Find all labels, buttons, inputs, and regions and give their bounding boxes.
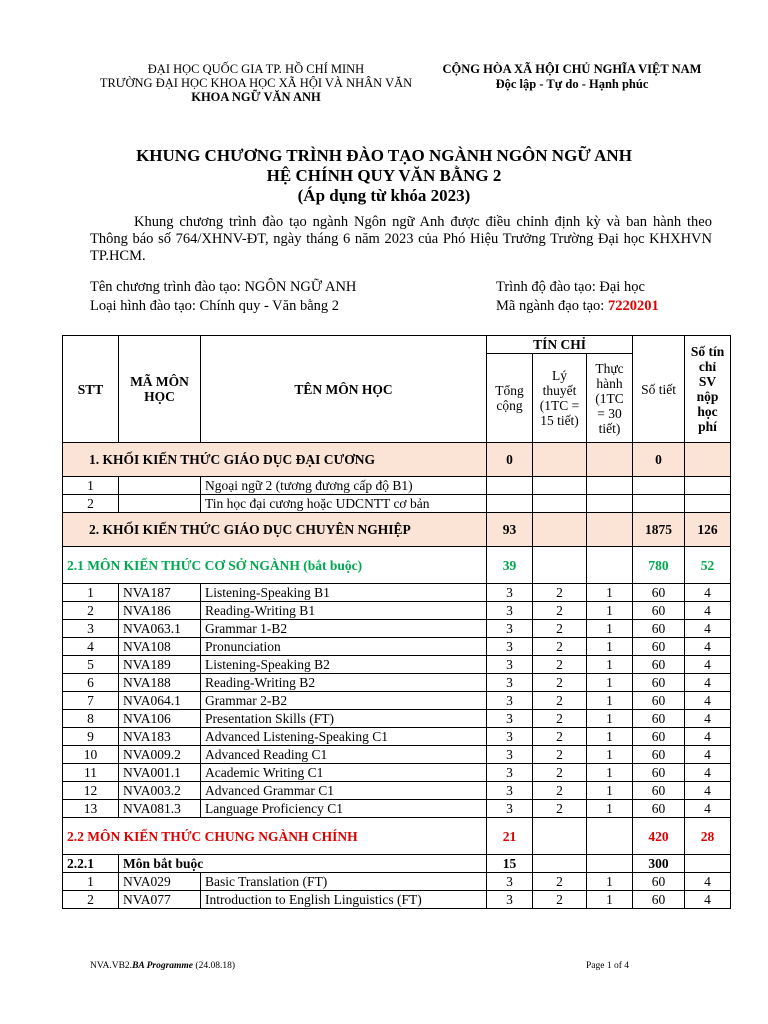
cell-fee: 4 (685, 602, 731, 620)
cell-name: Grammar 2-B2 (201, 692, 487, 710)
table-row (63, 674, 731, 692)
cell-total: 3 (487, 674, 533, 692)
page-number: Page 1 of 4 (586, 961, 630, 971)
country-name: CỘNG HÒA XÃ HỘI CHỦ NGHĨA VIỆT NAM (442, 62, 702, 76)
cell-stt: 3 (63, 620, 119, 638)
school-name: TRƯỜNG ĐẠI HỌC KHOA HỌC XÃ HỘI VÀ NHÂN VĂN (99, 76, 413, 90)
section-periods: 1875 (633, 513, 685, 547)
cell-code: NVA077 (119, 891, 201, 909)
cell-total: 3 (487, 891, 533, 909)
cell-fee: 4 (685, 800, 731, 818)
cell-practice: 1 (587, 891, 633, 909)
cell-theory: 2 (533, 746, 587, 764)
cell-fee: 4 (685, 638, 731, 656)
cell-total: 3 (487, 873, 533, 891)
cell-theory: 2 (533, 656, 587, 674)
cell-name: Language Proficiency C1 (201, 800, 487, 818)
table-row (63, 656, 731, 674)
program-level: Trình độ đào tạo: Đại học (496, 279, 645, 295)
cell-stt: 9 (63, 728, 119, 746)
cell-name: Reading-Writing B2 (201, 674, 487, 692)
subsection-total: 21 (487, 818, 533, 855)
course-rows-2-2-1 (63, 873, 731, 909)
cell-periods: 60 (633, 656, 685, 674)
cell-stt: 12 (63, 782, 119, 800)
cell-name: Academic Writing C1 (201, 764, 487, 782)
cell-code: NVA188 (119, 674, 201, 692)
table-row (63, 710, 731, 728)
cell-stt: 4 (63, 638, 119, 656)
title-line-2: HỆ CHÍNH QUY VĂN BẰNG 2 (266, 166, 502, 185)
cell-code: NVA001.1 (119, 764, 201, 782)
cell-total: 3 (487, 584, 533, 602)
cell-fee: 4 (685, 746, 731, 764)
cell-fee: 4 (685, 891, 731, 909)
table-row (63, 746, 731, 764)
cell-practice: 1 (587, 674, 633, 692)
cell-periods: 60 (633, 782, 685, 800)
table-row: 2 Tin học đại cương hoặc UDCNTT cơ bản (63, 495, 731, 513)
table-row (63, 620, 731, 638)
cell-theory: 2 (533, 584, 587, 602)
group-stt: 2.2.1 (63, 855, 119, 873)
cell-name: Presentation Skills (FT) (201, 710, 487, 728)
cell-code: NVA063.1 (119, 620, 201, 638)
cell-periods: 60 (633, 638, 685, 656)
header-theory: Lý thuyết (1TC = 15 tiết) (533, 354, 587, 443)
cell-fee: 4 (685, 710, 731, 728)
cell-fee: 4 (685, 728, 731, 746)
cell-code: NVA081.3 (119, 800, 201, 818)
cell-stt: 8 (63, 710, 119, 728)
subsection-total: 39 (487, 547, 533, 584)
section-row (63, 443, 731, 477)
cell-periods: 60 (633, 620, 685, 638)
cell-name: Listening-Speaking B1 (201, 584, 487, 602)
cell-name: Advanced Reading C1 (201, 746, 487, 764)
cell-theory: 2 (533, 728, 587, 746)
cell-periods: 60 (633, 674, 685, 692)
program-code-label: Mã ngành đạo tạo: (496, 298, 608, 314)
cell-name: Reading-Writing B1 (201, 602, 487, 620)
cell-fee: 4 (685, 764, 731, 782)
intro-paragraph (90, 214, 712, 265)
cell-total: 3 (487, 692, 533, 710)
cell-name: Grammar 1-B2 (201, 620, 487, 638)
header-row (63, 336, 731, 354)
cell-practice: 1 (587, 782, 633, 800)
cell-stt: 10 (63, 746, 119, 764)
section-periods: 0 (633, 443, 685, 477)
cell-theory: 2 (533, 674, 587, 692)
subsection-row (63, 818, 731, 855)
section-fee: 126 (685, 513, 731, 547)
cell-name: Basic Translation (FT) (201, 873, 487, 891)
cell-periods: 60 (633, 602, 685, 620)
table-row: 1 Ngoại ngữ 2 (tương đương cấp độ B1) (63, 477, 731, 495)
header-practice: Thực hành (1TC = 30 tiết) (587, 354, 633, 443)
cell-theory: 2 (533, 692, 587, 710)
cell-stt: 7 (63, 692, 119, 710)
cell-fee: 4 (685, 782, 731, 800)
national-header (436, 62, 708, 92)
section-label: 1. KHỐI KIẾN THỨC GIÁO DỤC ĐẠI CƯƠNG (63, 443, 487, 477)
header-fee-credits: Số tín chỉ SV nộp học phí (685, 336, 731, 443)
cell-practice: 1 (587, 710, 633, 728)
cell-code: NVA187 (119, 584, 201, 602)
cell-fee: 4 (685, 674, 731, 692)
group-total: 15 (487, 855, 533, 873)
cell-stt: 5 (63, 656, 119, 674)
subsection-label: 2.1 MÔN KIẾN THỨC CƠ SỞ NGÀNH (bắt buộc) (63, 547, 487, 584)
cell-code: NVA003.2 (119, 782, 201, 800)
subsection-fee: 52 (685, 547, 731, 584)
cell-fee: 4 (685, 692, 731, 710)
cell-code: NVA186 (119, 602, 201, 620)
section-row (63, 513, 731, 547)
cell-code: NVA108 (119, 638, 201, 656)
cell-theory: 2 (533, 710, 587, 728)
header-name: TÊN MÔN HỌC (201, 336, 487, 443)
cell-practice: 1 (587, 620, 633, 638)
cell-theory: 2 (533, 782, 587, 800)
program-type: Loại hình đào tạo: Chính quy - Văn bằng 2 (90, 298, 340, 314)
cell-stt: 2 (63, 891, 119, 909)
table-row (63, 873, 731, 891)
cell-stt: 11 (63, 764, 119, 782)
cell-practice: 1 (587, 584, 633, 602)
group-periods: 300 (633, 855, 685, 873)
header-stt: STT (63, 336, 119, 443)
cell-theory: 2 (533, 602, 587, 620)
group-row (63, 855, 731, 873)
cell-theory: 2 (533, 891, 587, 909)
cell-practice: 1 (587, 746, 633, 764)
cell-name: Advanced Listening-Speaking C1 (201, 728, 487, 746)
cell-name: Advanced Grammar C1 (201, 782, 487, 800)
curriculum-table (62, 335, 731, 909)
title-line-1: KHUNG CHƯƠNG TRÌNH ĐÀO TẠO NGÀNH NGÔN NGỮ ANH (136, 146, 632, 165)
cell-periods: 60 (633, 692, 685, 710)
table-row (63, 638, 731, 656)
cell-stt: 13 (63, 800, 119, 818)
table-row (63, 891, 731, 909)
intro-text: Khung chương trình đào tạo ngành Ngôn ngữ Anh được điều chỉnh định kỳ và ban hành theo Thông báo số 764/XHNV-ĐT, ngày tháng 6 năm 2023 của Phó Hiệu Trưởng Trường Đại học KHXHVN TP.HCM. (90, 214, 712, 264)
cell-total: 3 (487, 728, 533, 746)
cell-practice: 1 (587, 873, 633, 891)
cell-practice: 1 (587, 638, 633, 656)
document-title (60, 146, 708, 206)
section-total: 93 (487, 513, 533, 547)
cell-code: NVA183 (119, 728, 201, 746)
table-row (63, 584, 731, 602)
cell-theory: 2 (533, 800, 587, 818)
cell-periods: 60 (633, 764, 685, 782)
cell-stt: 1 (63, 584, 119, 602)
cell-theory: 2 (533, 873, 587, 891)
table-row (63, 692, 731, 710)
cell-total: 3 (487, 764, 533, 782)
cell-periods: 60 (633, 746, 685, 764)
program-code-value: 7220201 (607, 298, 659, 314)
cell-fee: 4 (685, 620, 731, 638)
university-name: ĐẠI HỌC QUỐC GIA TP. HỒ CHÍ MINH (147, 62, 365, 76)
table-row (63, 800, 731, 818)
cell-code: NVA106 (119, 710, 201, 728)
cell-theory: 2 (533, 764, 587, 782)
cell-fee: 4 (685, 656, 731, 674)
cell-total: 3 (487, 602, 533, 620)
cell-name: Pronunciation (201, 638, 487, 656)
cell-name: Listening-Speaking B2 (201, 656, 487, 674)
university-header (86, 62, 426, 104)
title-line-3: (Áp dụng từ khóa 2023) (297, 186, 471, 205)
group-label: Môn bắt buộc (119, 855, 487, 873)
cell-periods: 60 (633, 873, 685, 891)
cell-total: 3 (487, 800, 533, 818)
program-name: Tên chương trình đào tạo: NGÔN NGỮ ANH (90, 279, 357, 295)
section-total: 0 (487, 443, 533, 477)
cell-code: NVA189 (119, 656, 201, 674)
cell-total: 3 (487, 782, 533, 800)
cell-fee: 4 (685, 873, 731, 891)
cell-theory: 2 (533, 638, 587, 656)
subsection-periods: 780 (633, 547, 685, 584)
header-credits: TÍN CHỈ (487, 336, 633, 354)
program-meta-left (90, 278, 356, 316)
subsection-periods: 420 (633, 818, 685, 855)
header-periods: Số tiết (633, 336, 685, 443)
cell-name: Introduction to English Linguistics (FT) (201, 891, 487, 909)
table-row (63, 764, 731, 782)
cell-practice: 1 (587, 692, 633, 710)
cell-practice: 1 (587, 800, 633, 818)
cell-periods: 60 (633, 710, 685, 728)
cell-code: NVA029 (119, 873, 201, 891)
subsection-row (63, 547, 731, 584)
table-row (63, 782, 731, 800)
cell-stt: 6 (63, 674, 119, 692)
program-meta-right (496, 278, 659, 316)
cell-total: 3 (487, 656, 533, 674)
program-code (496, 297, 659, 316)
table-row (63, 728, 731, 746)
course-rows-2-1 (63, 584, 731, 818)
subsection-fee: 28 (685, 818, 731, 855)
motto: Độc lập - Tự do - Hạnh phúc (495, 77, 649, 91)
subsection-label: 2.2 MÔN KIẾN THỨC CHUNG NGÀNH CHÍNH (63, 818, 487, 855)
cell-periods: 60 (633, 800, 685, 818)
cell-total: 3 (487, 746, 533, 764)
cell-total: 3 (487, 638, 533, 656)
cell-practice: 1 (587, 656, 633, 674)
section-label: 2. KHỐI KIẾN THỨC GIÁO DỤC CHUYÊN NGHIỆP (63, 513, 487, 547)
cell-fee: 4 (685, 584, 731, 602)
table-row (63, 602, 731, 620)
cell-stt: 2 (63, 602, 119, 620)
header-code: MÃ MÔN HỌC (119, 336, 201, 443)
cell-theory: 2 (533, 620, 587, 638)
cell-practice: 1 (587, 602, 633, 620)
cell-code: NVA064.1 (119, 692, 201, 710)
cell-periods: 60 (633, 584, 685, 602)
cell-code: NVA009.2 (119, 746, 201, 764)
faculty-name: KHOA NGỮ VĂN ANH (191, 90, 321, 104)
cell-total: 3 (487, 710, 533, 728)
header-total: Tổng cộng (487, 354, 533, 443)
cell-total: 3 (487, 620, 533, 638)
cell-stt: 1 (63, 873, 119, 891)
cell-periods: 60 (633, 728, 685, 746)
footer-reference: NVA.VB2.BA Programme (24.08.18) (90, 961, 235, 971)
cell-periods: 60 (633, 891, 685, 909)
cell-practice: 1 (587, 764, 633, 782)
cell-practice: 1 (587, 728, 633, 746)
